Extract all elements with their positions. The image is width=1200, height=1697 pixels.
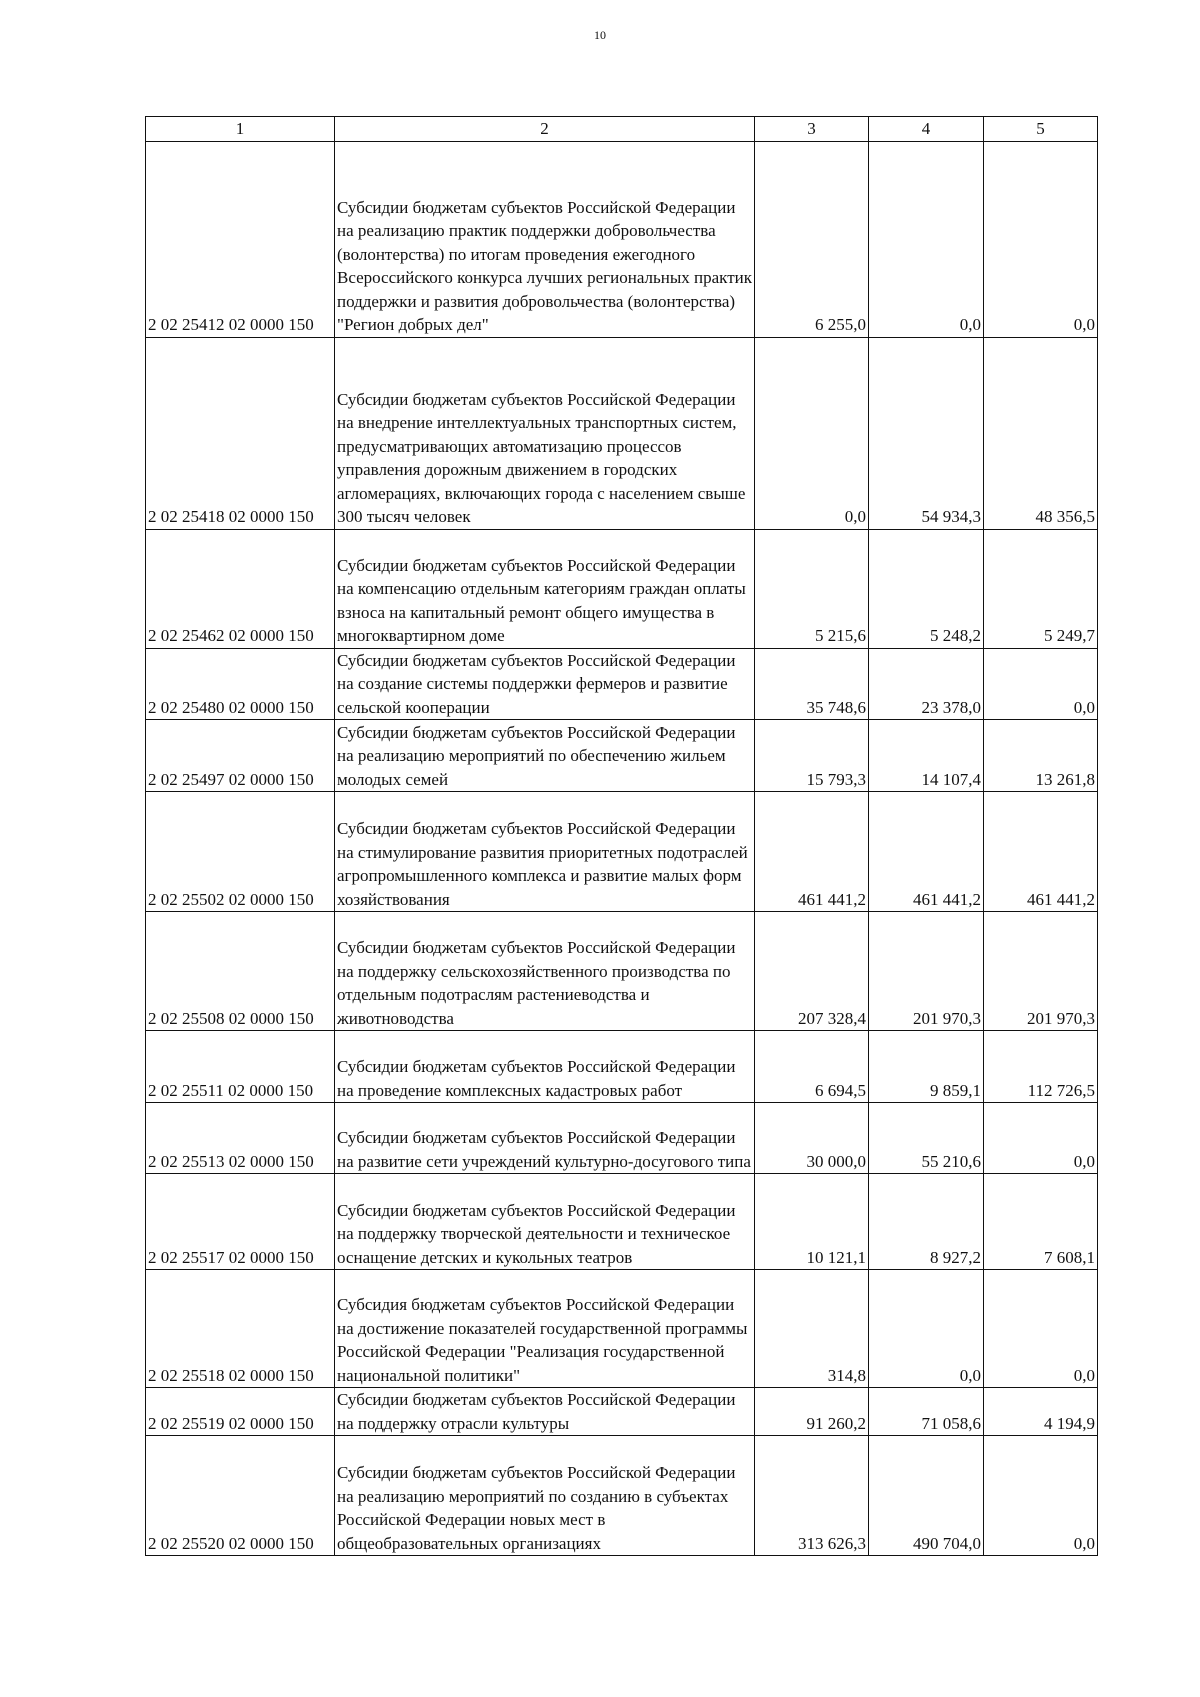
- amount-col-5: 13 261,8: [984, 720, 1098, 792]
- amount-col-4: 201 970,3: [869, 912, 984, 1031]
- row-description: Субсидии бюджетам субъектов Российской Федерации на реализацию практик поддержки добровольчества (волонтерства) по итогам проведения ежегодного Всероссийского конкурса лучших региональных практик поддержки и развития добровольчества (волонтерства) "Регион добрых дел": [335, 141, 755, 337]
- row-description: Субсидии бюджетам субъектов Российской Федерации на поддержку сельскохозяйственного производства по отдельным подотраслям растениеводства и животноводства: [335, 912, 755, 1031]
- row-description: Субсидии бюджетам субъектов Российской Федерации на создание системы поддержки фермеров и развитие сельской кооперации: [335, 648, 755, 720]
- amount-col-5: 201 970,3: [984, 912, 1098, 1031]
- amount-col-3: 461 441,2: [755, 792, 869, 912]
- amount-col-3: 5 215,6: [755, 529, 869, 648]
- amount-col-4: 23 378,0: [869, 648, 984, 720]
- table-row: [146, 1031, 1098, 1103]
- table-row: [146, 529, 1098, 648]
- header-col-1: 1: [146, 117, 335, 142]
- amount-col-3: 10 121,1: [755, 1174, 869, 1270]
- amount-col-4: 490 704,0: [869, 1436, 984, 1556]
- row-description: Субсидии бюджетам субъектов Российской Федерации на развитие сети учреждений культурно-досугового типа: [335, 1103, 755, 1174]
- table-row: [146, 1388, 1098, 1436]
- amount-col-4: 0,0: [869, 141, 984, 337]
- amount-col-3: 6 694,5: [755, 1031, 869, 1103]
- row-description: Субсидии бюджетам субъектов Российской Федерации на поддержку отрасли культуры: [335, 1388, 755, 1436]
- amount-col-4: 9 859,1: [869, 1031, 984, 1103]
- table-row: [146, 1174, 1098, 1270]
- row-description: Субсидии бюджетам субъектов Российской Федерации на реализацию мероприятий по обеспечению жильем молодых семей: [335, 720, 755, 792]
- table-row: [146, 720, 1098, 792]
- table-row: [146, 337, 1098, 529]
- amount-col-4: 5 248,2: [869, 529, 984, 648]
- budget-code: 2 02 25412 02 0000 150: [146, 141, 335, 337]
- table-row: [146, 648, 1098, 720]
- budget-code: 2 02 25480 02 0000 150: [146, 648, 335, 720]
- budget-code: 2 02 25418 02 0000 150: [146, 337, 335, 529]
- budget-code: 2 02 25497 02 0000 150: [146, 720, 335, 792]
- header-row: [146, 117, 1098, 142]
- amount-col-5: 461 441,2: [984, 792, 1098, 912]
- header-col-4: 4: [869, 117, 984, 142]
- budget-code: 2 02 25518 02 0000 150: [146, 1270, 335, 1388]
- page-number: 10: [594, 28, 606, 42]
- amount-col-3: 313 626,3: [755, 1436, 869, 1556]
- amount-col-3: 35 748,6: [755, 648, 869, 720]
- row-description: Субсидии бюджетам субъектов Российской Федерации на проведение комплексных кадастровых работ: [335, 1031, 755, 1103]
- amount-col-5: 48 356,5: [984, 337, 1098, 529]
- amount-col-3: 314,8: [755, 1270, 869, 1388]
- header-col-2: 2: [335, 117, 755, 142]
- row-description: Субсидии бюджетам субъектов Российской Федерации на компенсацию отдельным категориям граждан оплаты взноса на капитальный ремонт общего имущества в многоквартирном доме: [335, 529, 755, 648]
- header-col-5: 5: [984, 117, 1098, 142]
- amount-col-5: 4 194,9: [984, 1388, 1098, 1436]
- row-description: Субсидии бюджетам субъектов Российской Федерации на стимулирование развития приоритетных подотраслей агропромышленного комплекса и развитие малых форм хозяйствования: [335, 792, 755, 912]
- amount-col-4: 55 210,6: [869, 1103, 984, 1174]
- budget-code: 2 02 25520 02 0000 150: [146, 1436, 335, 1556]
- budget-code: 2 02 25513 02 0000 150: [146, 1103, 335, 1174]
- amount-col-5: 112 726,5: [984, 1031, 1098, 1103]
- amount-col-3: 0,0: [755, 337, 869, 529]
- table-row: [146, 912, 1098, 1031]
- table-row: [146, 1436, 1098, 1556]
- amount-col-4: 461 441,2: [869, 792, 984, 912]
- amount-col-3: 207 328,4: [755, 912, 869, 1031]
- amount-col-4: 0,0: [869, 1270, 984, 1388]
- budget-code: 2 02 25511 02 0000 150: [146, 1031, 335, 1103]
- amount-col-5: 0,0: [984, 1103, 1098, 1174]
- table-row: [146, 141, 1098, 337]
- table-row: [146, 792, 1098, 912]
- amount-col-5: 0,0: [984, 1436, 1098, 1556]
- amount-col-5: 5 249,7: [984, 529, 1098, 648]
- budget-code: 2 02 25517 02 0000 150: [146, 1174, 335, 1270]
- amount-col-5: 0,0: [984, 141, 1098, 337]
- amount-col-4: 14 107,4: [869, 720, 984, 792]
- row-description: Субсидия бюджетам субъектов Российской Федерации на достижение показателей государственной программы Российской Федерации "Реализация государственной национальной политики": [335, 1270, 755, 1388]
- budget-code: 2 02 25502 02 0000 150: [146, 792, 335, 912]
- row-description: Субсидии бюджетам субъектов Российской Федерации на реализацию мероприятий по созданию в субъектах Российской Федерации новых мест в общеобразовательных организациях: [335, 1436, 755, 1556]
- budget-code: 2 02 25508 02 0000 150: [146, 912, 335, 1031]
- amount-col-5: 0,0: [984, 1270, 1098, 1388]
- table-row: [146, 1270, 1098, 1388]
- budget-table: [145, 116, 1098, 1556]
- row-description: Субсидии бюджетам субъектов Российской Федерации на внедрение интеллектуальных транспортных систем, предусматривающих автоматизацию процессов управления дорожным движением в городских агломерациях, включающих города с населением свыше 300 тысяч человек: [335, 337, 755, 529]
- amount-col-4: 54 934,3: [869, 337, 984, 529]
- row-description: Субсидии бюджетам субъектов Российской Федерации на поддержку творческой деятельности и техническое оснащение детских и кукольных театров: [335, 1174, 755, 1270]
- amount-col-3: 15 793,3: [755, 720, 869, 792]
- amount-col-3: 91 260,2: [755, 1388, 869, 1436]
- amount-col-4: 71 058,6: [869, 1388, 984, 1436]
- amount-col-5: 0,0: [984, 648, 1098, 720]
- header-col-3: 3: [755, 117, 869, 142]
- amount-col-3: 6 255,0: [755, 141, 869, 337]
- amount-col-5: 7 608,1: [984, 1174, 1098, 1270]
- budget-code: 2 02 25519 02 0000 150: [146, 1388, 335, 1436]
- amount-col-4: 8 927,2: [869, 1174, 984, 1270]
- amount-col-3: 30 000,0: [755, 1103, 869, 1174]
- budget-code: 2 02 25462 02 0000 150: [146, 529, 335, 648]
- table-row: [146, 1103, 1098, 1174]
